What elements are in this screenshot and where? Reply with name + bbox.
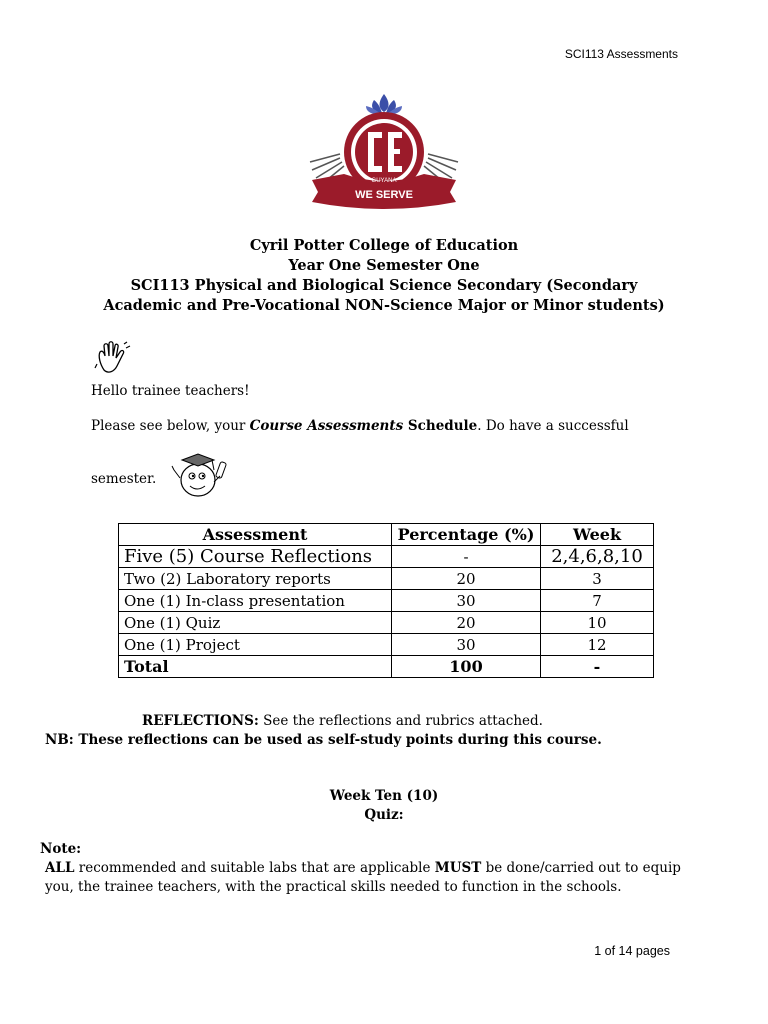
intro-line-2: semester. [91,471,157,487]
quiz-heading: Quiz: [364,807,404,823]
note-heading: Note: [40,841,82,857]
graduate-cartoon-icon [168,448,232,500]
table-cell: One (1) Project [119,634,392,656]
table-cell: 20 [392,568,541,590]
college-crest-logo [304,92,464,210]
title-line-4: Academic and Pre-Vocational NON-Science Major or Minor students) [103,297,665,314]
table-cell: One (1) In-class presentation [119,590,392,612]
total-label: Total [119,656,392,678]
table-header-row [119,524,654,546]
table-cell: One (1) Quiz [119,612,392,634]
total-week: - [541,656,654,678]
greeting-text: Hello trainee teachers! [91,383,250,399]
table-row [119,590,654,612]
note-all: ALL [45,860,75,876]
note-body [45,859,685,896]
crest-motto: WE SERVE [355,189,413,201]
header-week: Week [541,524,654,546]
table-cell: 12 [541,634,654,656]
note-part1: recommended and suitable labs that are applicable [74,860,435,876]
reflections-note [142,713,543,729]
title-line-2: Year One Semester One [288,257,480,274]
table-cell: 30 [392,590,541,612]
note-must: MUST [434,860,482,876]
reflections-label: REFLECTIONS: [142,713,259,729]
crest-country: GUYANA [371,178,397,184]
table-cell: Two (2) Laboratory reports [119,568,392,590]
document-header: SCI113 Assessments [564,47,678,61]
table-cell: - [392,546,541,568]
waving-hand-icon [94,340,134,378]
document-title [40,236,728,316]
page-number: 1 of 14 pages [594,944,670,958]
assessment-table [118,523,654,678]
table-cell: 3 [541,568,654,590]
table-cell: 30 [392,634,541,656]
intro-emphasis: Course Assessments [249,418,404,434]
table-total-row [119,656,654,678]
reflections-text: See the reflections and rubrics attached. [258,713,543,729]
table-cell: 7 [541,590,654,612]
header-percentage: Percentage (%) [392,524,541,546]
header-assessment: Assessment [119,524,392,546]
intro-paragraph [91,418,681,434]
week-heading: Week Ten (10) [329,788,439,804]
table-cell: 2,4,6,8,10 [541,546,654,568]
table-cell: Five (5) Course Reflections [119,546,392,568]
title-line-1: Cyril Potter College of Education [249,237,519,254]
lotus-icon [366,94,402,114]
intro-before: Please see below, your [91,418,250,434]
title-line-3: SCI113 Physical and Biological Science Secondary (Secondary [130,277,638,294]
nb-note: NB: These reflections can be used as self-study points during this course. [45,732,602,748]
week-section-heading [0,787,768,825]
note-part2: be done/carried out to equip you, the trainee teachers, with the practical skills needed to function in the schools. [45,860,681,895]
table-row [119,546,654,568]
intro-after: . Do have a successful [477,418,629,434]
table-cell: 20 [392,612,541,634]
table-row [119,612,654,634]
intro-bold: Schedule [403,418,478,434]
table-cell: 10 [541,612,654,634]
table-row [119,568,654,590]
total-percentage: 100 [392,656,541,678]
table-row [119,634,654,656]
